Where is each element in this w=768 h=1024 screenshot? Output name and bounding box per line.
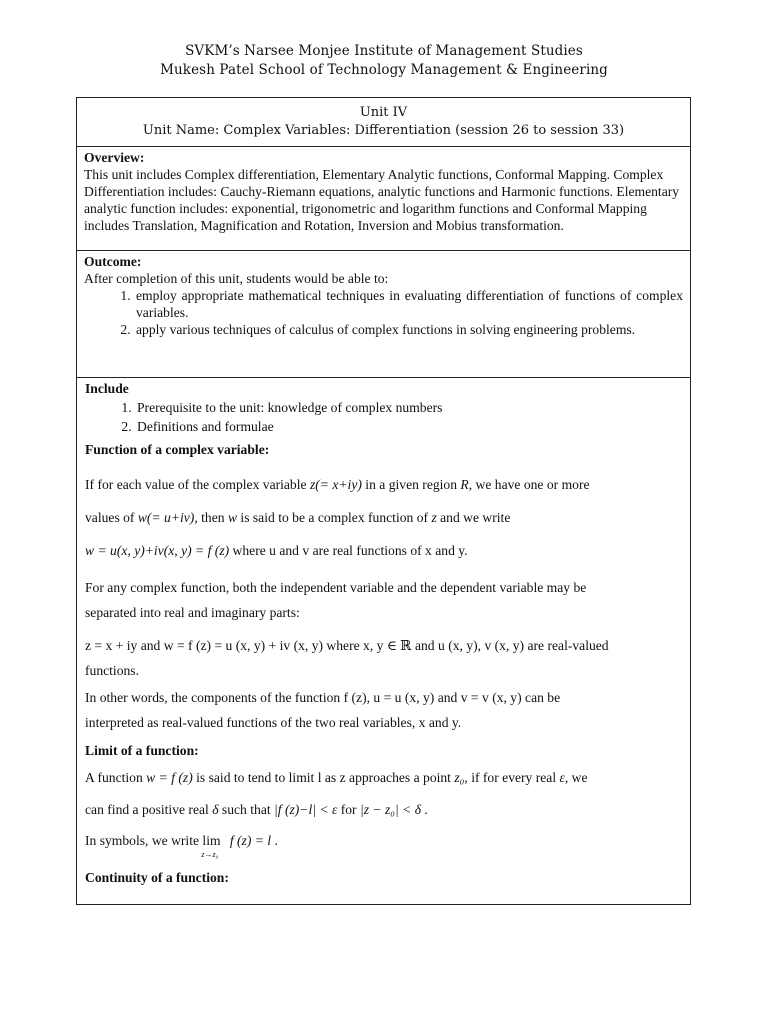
include-item: 2. Definitions and formulae [135,418,682,435]
text-line: separated into real and imaginary parts: [85,605,300,620]
include-list [85,399,682,435]
text-line: functions. [85,663,139,678]
content-row [77,378,690,904]
text-span: If for each value of the complex variable [85,477,310,492]
outcome-list [84,287,683,338]
text-span: and we write [436,510,511,525]
text-span: where u and v are real functions of x and y. [229,543,468,558]
limit-operator [201,832,226,859]
math-z-def: z(= x+iy) [309,477,362,492]
institute-name: SVKM’s Narsee Monjee Institute of Management Studies [185,43,583,59]
text-span: for [337,802,360,817]
text-span: . [421,802,428,817]
include-block [85,377,682,435]
function-para-6 [85,689,682,731]
math-epsilon: ε [559,770,565,785]
unit-title-row [77,98,690,147]
outcome-row [77,251,690,378]
text-span: such that [218,802,275,817]
function-para-2 [85,509,682,526]
outcome-item: 2. apply various techniques of calculus of complex functions in solving engineering problems. [134,321,683,338]
limit-para-1 [85,769,682,786]
text-span: is said to be a complex function of [237,510,432,525]
text-span: can find a positive real [85,802,213,817]
text-span: , if for every real [464,770,560,785]
outcome-heading: Outcome: [84,254,142,269]
text-span: , we have one or more [468,477,590,492]
text-line: In other words, the components of the function f (z), u = u (x, y) and v = v (x, y) can be [85,690,561,705]
overview-row [77,147,690,251]
unit-table [76,97,691,905]
math-limit-expr: f (z) = l [226,833,272,848]
text-span: , we [564,770,588,785]
math-z0: z₀ [454,770,465,785]
limit-para-2 [85,801,682,818]
function-para-4 [85,579,682,621]
school-name: Mukesh Patel School of Technology Management & Engineering [160,62,608,78]
math-z: z [431,510,437,525]
document-header [0,42,768,80]
math-w: w [227,510,238,525]
math-delta-inequality: |z − z₀| < δ [359,802,422,817]
text-span: in a given region [361,477,461,492]
limit-para-3 [85,832,682,859]
outcome-cell [77,251,690,338]
math-w-f: w = f (z) [146,770,193,785]
lim-text: lim [202,833,221,848]
limit-heading: Limit of a function: [85,743,199,758]
text-line: interpreted as real-valued functions of the two real variables, x and y. [85,715,462,730]
text-span: values of [85,510,138,525]
function-heading: Function of a complex variable: [85,442,270,457]
math-epsilon-inequality: |f (z)−l| < ε [274,802,338,817]
math-w-def: w(= u+iv) [137,510,195,525]
function-para-1 [85,476,682,493]
outcome-item: 1. employ appropriate mathematical techniques in evaluating differentiation of functions of complex variables. [134,287,683,321]
function-para-5 [85,637,682,679]
outcome-intro: After completion of this unit, students would be able to: [84,271,389,286]
lim-subscript: z→z₀ [201,850,219,859]
math-delta: δ [212,802,219,817]
text-span: In symbols, we write [85,833,203,848]
math-w-equation: w = u(x, y)+iv(x, y) = f (z) [85,543,230,558]
text-span: is said to tend to limit l as z approaches a point [192,770,455,785]
include-heading: Include [85,381,129,396]
continuity-heading: Continuity of a function: [85,870,229,885]
math-region: R [460,477,469,492]
text-span: A function [85,770,147,785]
text-span: . [271,833,278,848]
include-item: 1. Prerequisite to the unit: knowledge of complex numbers [135,399,682,416]
unit-number: Unit IV [359,105,408,120]
function-para-3 [85,542,682,559]
text-span: , then [194,510,228,525]
overview-cell [77,147,690,234]
unit-name: Unit Name: Complex Variables: Differentiation (session 26 to session 33) [142,123,625,138]
text-line: For any complex function, both the independent variable and the dependent variable may be [85,580,587,595]
overview-heading: Overview: [84,150,145,165]
overview-text: This unit includes Complex differentiation, Elementary Analytic functions, Conformal Mapping. Complex Differentiation includes: Cauchy-Riemann equations, analytic functions and Harmonic functions. Elementary analytic function includes: exponential, trigonometric and logarithm functions and Conformal Mapping includes Translation, Magnification and Rotation, Inversion and Mobius transformation. [84,167,680,233]
text-line: z = x + iy and w = f (z) = u (x, y) + iv (x, y) where x, y ∈ ℝ and u (x, y), v (x, y) are real-valued [85,638,609,653]
